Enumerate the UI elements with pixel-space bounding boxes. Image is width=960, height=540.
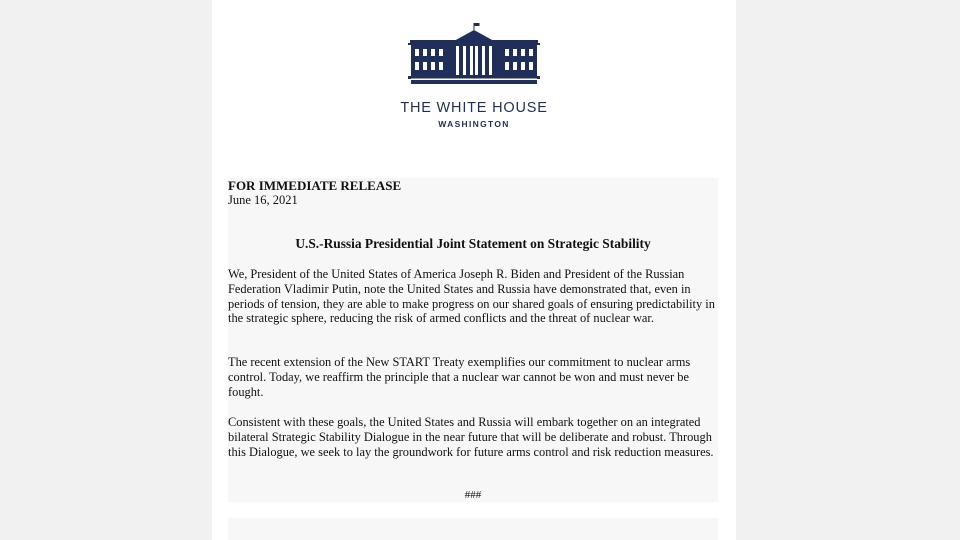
release-date: June 16, 2021: [228, 193, 298, 207]
header-subtitle: WASHINGTON: [438, 119, 510, 129]
statement-paragraph-2: The recent extension of the New START Treaty exemplifies our commitment to nuclear arms control. Today, we reaffirm the principle that a nuclear war cannot be won and must never be fought.: [228, 355, 691, 399]
white-house-logo-icon: [408, 22, 540, 86]
statement-body: [228, 178, 718, 502]
header-title: THE WHITE HOUSE: [400, 100, 548, 116]
statement-paragraph-3: Consistent with these goals, the United States and Russia will embark together on an integrated bilateral Strategic Stability Dialogue in the near future that will be deliberate and robust. Through this Dialogue, we seek to lay the groundwork for future arms control and risk reduction measures.: [228, 415, 714, 459]
release-label: FOR IMMEDIATE RELEASE: [228, 178, 402, 193]
end-mark: ###: [464, 489, 482, 501]
document-page: [212, 0, 736, 540]
statement-headline: U.S.-Russia Presidential Joint Statement on Strategic Stability: [295, 236, 651, 251]
statement-paragraph-1: We, President of the United States of America Joseph R. Biden and President of the Russian Federation Vladimir Putin, note the United States and Russia have demonstrated that, even in periods of tension, they are able to make progress on our shared goals of ensuring predictability in the strategic sphere, reducing the risk of armed conflicts and the threat of nuclear war.: [228, 267, 715, 326]
next-section-box: [228, 518, 718, 540]
